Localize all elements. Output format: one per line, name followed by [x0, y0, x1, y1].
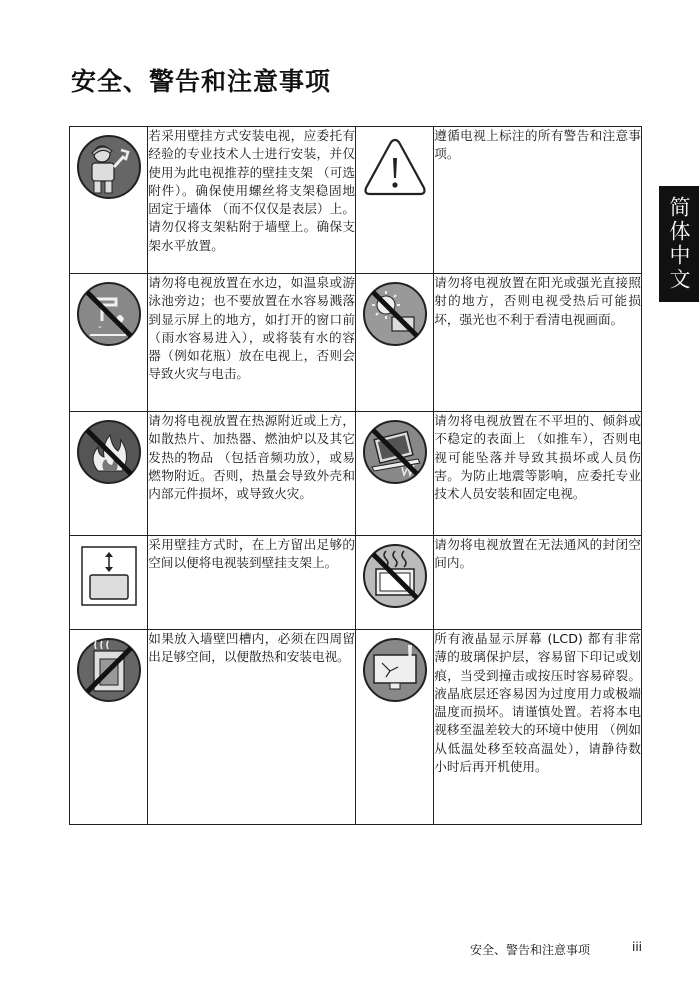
- safety-text: 请勿将电视放置在阳光或强光直接照射的地方，否则电视受热后可能损坏，强光也不利于看清电视画面。: [434, 275, 641, 327]
- no-heat-source-icon: [76, 419, 142, 485]
- safety-table: [69, 126, 642, 825]
- warning-triangle-icon: [362, 134, 428, 200]
- safety-text: 所有液晶显示屏幕 (LCD) 都有非常薄的玻璃保护层，容易留下印记或划痕，当受到撞击或按压时容易碎裂。液晶底层还容易因为过度用力或极端温度而损坏。请谨慎处置。若将本电视移至温差较大的环境中使用 （例如从低温处移至较高温处），请静待数小时后再开机使用。: [434, 631, 641, 775]
- lcd-fragile-icon: [362, 637, 428, 703]
- safety-text: 请勿将电视放置在热源附近或上方，如散热片、加热器、燃油炉以及其它发热的物品 （包括音频功放），或易燃物附近。否则，热量会导致外壳和内部元件损坏，或导致火灾。: [148, 413, 355, 502]
- page-number: iii: [632, 940, 643, 954]
- no-wall-recess-icon: [76, 637, 142, 703]
- no-water-icon: [76, 281, 142, 347]
- safety-text: 遵循电视上标注的所有警告和注意事项。: [434, 128, 641, 162]
- language-tab: 简体中文: [659, 186, 699, 302]
- table-row: [70, 127, 642, 274]
- table-row: [70, 274, 642, 412]
- table-row: [70, 536, 642, 630]
- no-unstable-surface-icon: [362, 419, 428, 485]
- footer-title: 安全、警告和注意事项: [470, 943, 591, 957]
- safety-text: 若采用壁挂方式安装电视，应委托有经验的专业技术人士进行安装，并仅使用为此电视推荐的壁挂支架 （可选附件）。确保使用螺丝将支架稳固地固定于墙体 （而不仅仅是表层）上。请勿仅将支架粘附于墙壁上。确保支架水平放置。: [148, 128, 355, 253]
- safety-text: 请勿将电视放置在不平坦的、倾斜或不稳定的表面上 （如推车），否则电视可能坠落并导致其损坏或人员伤害。为防止地震等影响，应委托专业技术人员安装和固定电视。: [434, 413, 641, 502]
- no-enclosed-space-icon: [362, 543, 428, 609]
- no-sunlight-icon: [362, 281, 428, 347]
- table-row: [70, 412, 642, 536]
- safety-text: 如果放入墙壁凹槽内，必须在四周留出足够空间，以便散热和安装电视。: [148, 631, 355, 665]
- page-title: 安全、警告和注意事项: [71, 67, 332, 96]
- wall-clearance-icon: [76, 543, 142, 609]
- safety-text: 采用壁挂方式时，在上方留出足够的空间以便将电视装到壁挂支架上。: [148, 537, 355, 571]
- technician-wall-mount-icon: [76, 134, 142, 200]
- table-row: [70, 630, 642, 825]
- safety-text: 请勿将电视放置在水边，如温泉或游泳池旁边；也不要放置在水容易溅落到显示屏上的地方，如打开的窗口前 （雨水容易进入），或将装有水的容器（例如花瓶）放在电视上，否则会导致火灾与电击。: [148, 275, 355, 382]
- safety-text: 请勿将电视放置在无法通风的封闭空间内。: [434, 537, 641, 571]
